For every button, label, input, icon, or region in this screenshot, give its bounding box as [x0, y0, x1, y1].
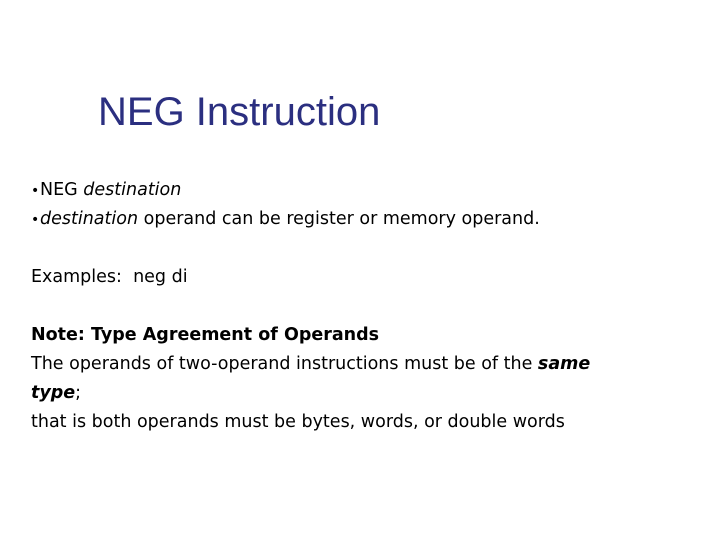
spacer: [31, 234, 691, 263]
slide-body: [31, 176, 691, 437]
note-line-1: [31, 350, 691, 379]
spacer: [31, 292, 691, 321]
examples-line: [31, 263, 691, 292]
bullet-line-2: [31, 205, 691, 234]
bullet-1-code: NEG: [40, 180, 84, 200]
examples-value: neg di: [133, 267, 188, 287]
bullet-line-1: [31, 176, 691, 205]
note-emph-same: same: [537, 354, 591, 374]
note-emph-type: type: [31, 383, 76, 403]
bullet-dot: •: [31, 212, 40, 228]
note-line-2: [31, 379, 691, 408]
note-line-3: that is both operands must be bytes, words, or double words: [31, 412, 565, 432]
note-line-2-suffix: ;: [75, 383, 82, 403]
bullet-2-rest: operand can be register or memory operand.: [138, 209, 540, 229]
note-heading: Note: Type Agreement of Operands: [31, 325, 380, 345]
examples-label: Examples:: [31, 267, 122, 287]
bullet-2-italic: destination: [40, 209, 139, 229]
slide-title: NEG Instruction: [98, 90, 381, 134]
note-line-1-prefix: The operands of two-operand instructions must be of the: [31, 354, 538, 374]
bullet-1-italic: destination: [83, 180, 182, 200]
bullet-dot: •: [31, 183, 40, 199]
